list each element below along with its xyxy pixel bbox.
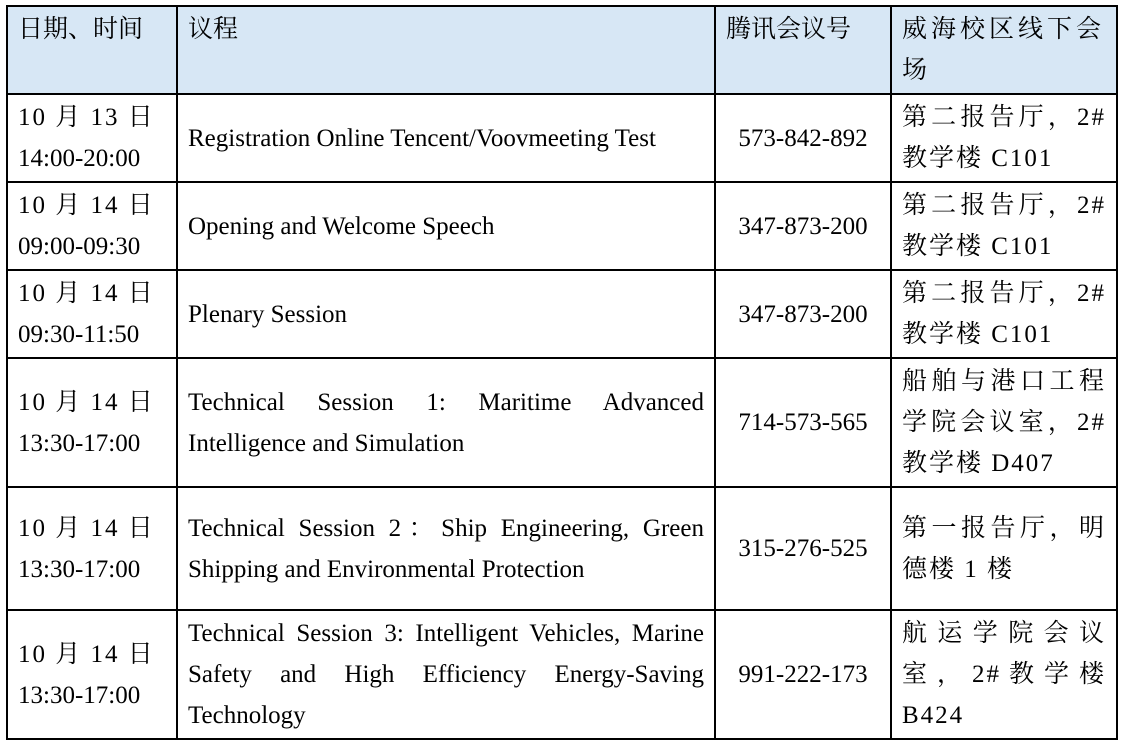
venue-cell: 船舶与港口工程学院会议室，2#教学楼 D407 [891,358,1117,487]
meeting-id-cell: 315-276-525 [715,487,891,610]
venue-cell: 第二报告厅，2#教学楼 C101 [891,94,1117,182]
date-text: 10 月 14 日 [18,514,155,542]
time-text: 13:30-17:00 [18,429,141,457]
meeting-id-cell: 991-222-173 [715,610,891,739]
date-time-cell [7,94,177,182]
venue-cell: 航运学院会议室，2#教学楼 B424 [891,610,1117,739]
date-time-cell [7,610,177,739]
venue-cell: 第二报告厅，2#教学楼 C101 [891,182,1117,270]
meeting-id-cell: 347-873-200 [715,182,891,270]
agenda-cell: Technical Session 3: Intelligent Vehicles, Marine Safety and High Efficiency Energy-Saving Technology [177,610,715,739]
header-venue: 威海校区线下会场 [891,6,1117,94]
agenda-cell: Opening and Welcome Speech [177,182,715,270]
time-text: 13:30-17:00 [18,681,141,709]
header-agenda: 议程 [177,6,715,94]
date-text: 10 月 14 日 [18,388,155,416]
table-row [7,270,1117,358]
agenda-cell: Plenary Session [177,270,715,358]
table-row [7,487,1117,610]
date-time-cell [7,270,177,358]
date-time-cell [7,487,177,610]
agenda-cell: Technical Session 1: Maritime Advanced Intelligence and Simulation [177,358,715,487]
date-text: 10 月 13 日 [18,104,155,131]
table-row [7,610,1117,739]
meeting-id-cell: 347-873-200 [715,270,891,358]
time-text: 09:30-11:50 [18,321,140,348]
venue-cell: 第二报告厅，2#教学楼 C101 [891,270,1117,358]
agenda-cell: Technical Session 2：Ship Engineering, Green Shipping and Environmental Protection [177,487,715,610]
date-time-cell [7,358,177,487]
meeting-id-cell: 714-573-565 [715,358,891,487]
venue-cell: 第一报告厅，明德楼 1 楼 [891,487,1117,610]
table-row [7,182,1117,270]
time-text: 09:00-09:30 [18,233,141,260]
time-text: 13:30-17:00 [18,555,141,583]
meeting-id-cell: 573-842-892 [715,94,891,182]
time-text: 14:00-20:00 [18,145,141,172]
header-tencent-meeting-id: 腾讯会议号 [715,6,891,94]
table-row [7,358,1117,487]
date-text: 10 月 14 日 [18,280,155,307]
date-time-cell [7,182,177,270]
date-text: 10 月 14 日 [18,640,155,668]
table-row [7,94,1117,182]
agenda-cell: Registration Online Tencent/Voovmeeting Test [177,94,715,182]
table-header-row [7,6,1117,94]
header-date-time: 日期、时间 [7,6,177,94]
date-text: 10 月 14 日 [18,192,155,219]
agenda-table [6,5,1118,740]
